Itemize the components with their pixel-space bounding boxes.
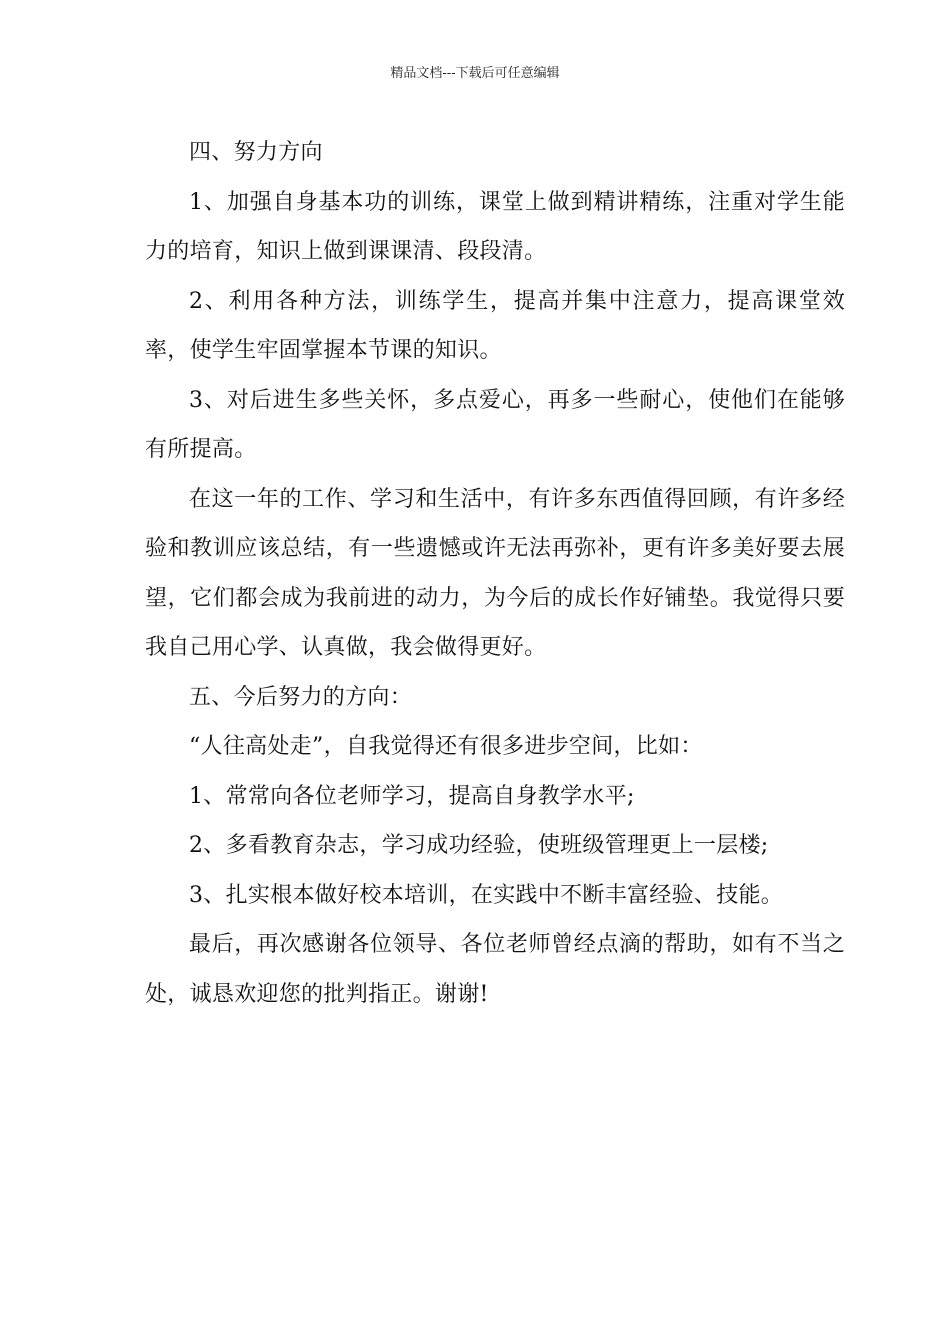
page-header: 精品文档---下载后可任意编辑 bbox=[390, 66, 560, 81]
paragraph: 2、利用各种方法，训练学生，提高并集中注意力，提高课堂效率，使学生牢固掌握本节课的知识。 bbox=[145, 288, 845, 363]
paragraph: 1、加强自身基本功的训练，课堂上做到精讲精练，注重对学生能力的培育，知识上做到课课清、段段清。 bbox=[145, 189, 845, 264]
paragraph: “人往高处走”，自我觉得还有很多进步空间，比如： bbox=[189, 734, 703, 759]
list-item: 1、常常向各位老师学习，提高自身教学水平; bbox=[189, 783, 635, 809]
document-body bbox=[145, 128, 845, 1019]
section-heading: 五、今后努力的方向： bbox=[189, 684, 413, 710]
list-item: 3、扎实根本做好校本培训，在实践中不断丰富经验、技能。 bbox=[189, 882, 784, 908]
paragraph: 3、对后进生多些关怀，多点爱心，再多一些耐心，使他们在能够有所提高。 bbox=[145, 387, 845, 462]
paragraph: 最后，再次感谢各位领导、各位老师曾经点滴的帮助，如有不当之处，诚恳欢迎您的批判指正。谢谢! bbox=[145, 932, 845, 1007]
list-item: 2、多看教育杂志，学习成功经验，使班级管理更上一层楼; bbox=[189, 833, 769, 858]
section-heading: 四、努力方向 bbox=[189, 140, 323, 165]
paragraph: 在这一年的工作、学习和生活中，有许多东西值得回顾，有许多经验和教训应该总结，有一些遗憾或许无法再弥补，更有许多美好要去展望，它们都会成为我前进的动力，为今后的成长作好铺垫。我觉得只要我自己用心学、认真做，我会做得更好。 bbox=[145, 486, 845, 660]
